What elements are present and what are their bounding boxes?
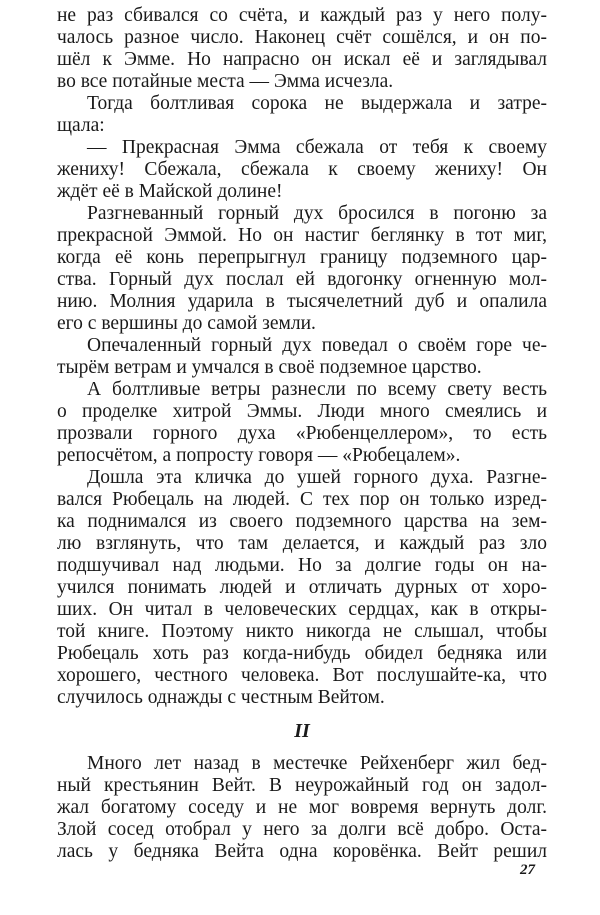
paragraph [57, 335, 547, 379]
text-line: подшучивал над людьми. Но за долгие годы он на- [57, 555, 547, 576]
text-line: жал богатому соседу и не мог вовремя вернуть долг. [57, 797, 547, 818]
text-line: той книге. Поэтому никто никогда не слышал, чтобы [57, 621, 547, 642]
paragraph [57, 137, 547, 203]
text-line: о проделке хитрой Эммы. Люди много смеялись и [57, 401, 547, 422]
text-line: ка поднимался из своего подземного царства на зем- [57, 511, 547, 532]
text-line: прекрасной Эммой. Но он настиг беглянку в тот миг, [57, 225, 547, 246]
text-line: Рюбецаль хоть раз когда-нибудь обидел бедняка или [57, 643, 547, 664]
text-line: А болтливые ветры разнесли по всему свету весть [87, 379, 547, 400]
text-line: учился понимать людей и отличать дурных от хоро- [57, 577, 547, 598]
text-line: его с вершины до самой земли. [57, 313, 316, 334]
text-line: не раз сбивался со счёта, и каждый раз у него полу- [57, 5, 547, 26]
text-line: ждёт её в Майской долине! [57, 181, 283, 202]
text-line: репосчётом, а попросту говоря — «Рюбецалем». [57, 445, 461, 466]
text-line: Много лет назад в местечке Рейхенберг жил бед- [87, 753, 547, 774]
text-line: Разгневанный горный дух бросился в погоню за [87, 203, 547, 224]
text-line: нию. Молния ударила в тысячелетний дуб и опалила [57, 291, 547, 312]
text-line: случилось однажды с честным Вейтом. [57, 687, 385, 708]
text-line: чалось разное число. Наконец счёт сошёлся, и он по- [57, 27, 547, 48]
text-line: прозвали горного духа «Рюбенцеллером», то есть [57, 423, 547, 444]
text-line: тырём ветрам и умчался в своё подземное царство. [57, 357, 482, 378]
text-line: Тогда болтливая сорока не выдержала и затре- [87, 93, 547, 114]
text-line: когда её конь перепрыгнул границу подземного цар- [57, 247, 547, 268]
text-line: ства. Горный дух послал ей вдогонку огненную мол- [57, 269, 547, 290]
text-line: шёл к Эмме. Но напрасно он искал её и заглядывал [57, 49, 547, 70]
paragraph [57, 93, 547, 137]
paragraph [57, 203, 547, 335]
text-line: Дошла эта кличка до ушей горного духа. Разгне- [87, 467, 547, 488]
paragraph [57, 379, 547, 467]
text-line: щала: [57, 115, 105, 136]
chapter-heading: II [294, 720, 310, 742]
text-line: лась у бедняка Вейта одна коровёнка. Вейт решил [57, 841, 547, 862]
text-line: Опечаленный горный дух поведал о своём горе че- [87, 335, 547, 356]
text-line: во все потайные места — Эмма исчезла. [57, 71, 394, 92]
paragraph [57, 753, 547, 863]
paragraph [57, 467, 547, 709]
text-line: вался Рюбецаль на людей. С тех пор он только изред- [57, 489, 547, 510]
page-number: 27 [520, 862, 535, 878]
paragraph [57, 5, 547, 93]
text-line: лю взглянуть, что там делается, и каждый раз зло [57, 533, 547, 554]
text-line: хорошего, честного человека. Вот послушайте-ка, что [57, 665, 547, 686]
page-body [57, 5, 547, 863]
text-line: ный крестьянин Вейт. В неурожайный год он задол- [57, 775, 547, 796]
text-line: ших. Он читал в человеческих сердцах, как в откры- [57, 599, 547, 620]
text-line: Злой сосед отобрал у него за долги всё добро. Оста- [57, 819, 547, 840]
text-line: — Прекрасная Эмма сбежала от тебя к своему [87, 137, 547, 158]
text-line: жениху! Сбежала, сбежала к своему жениху! Он [57, 159, 547, 180]
